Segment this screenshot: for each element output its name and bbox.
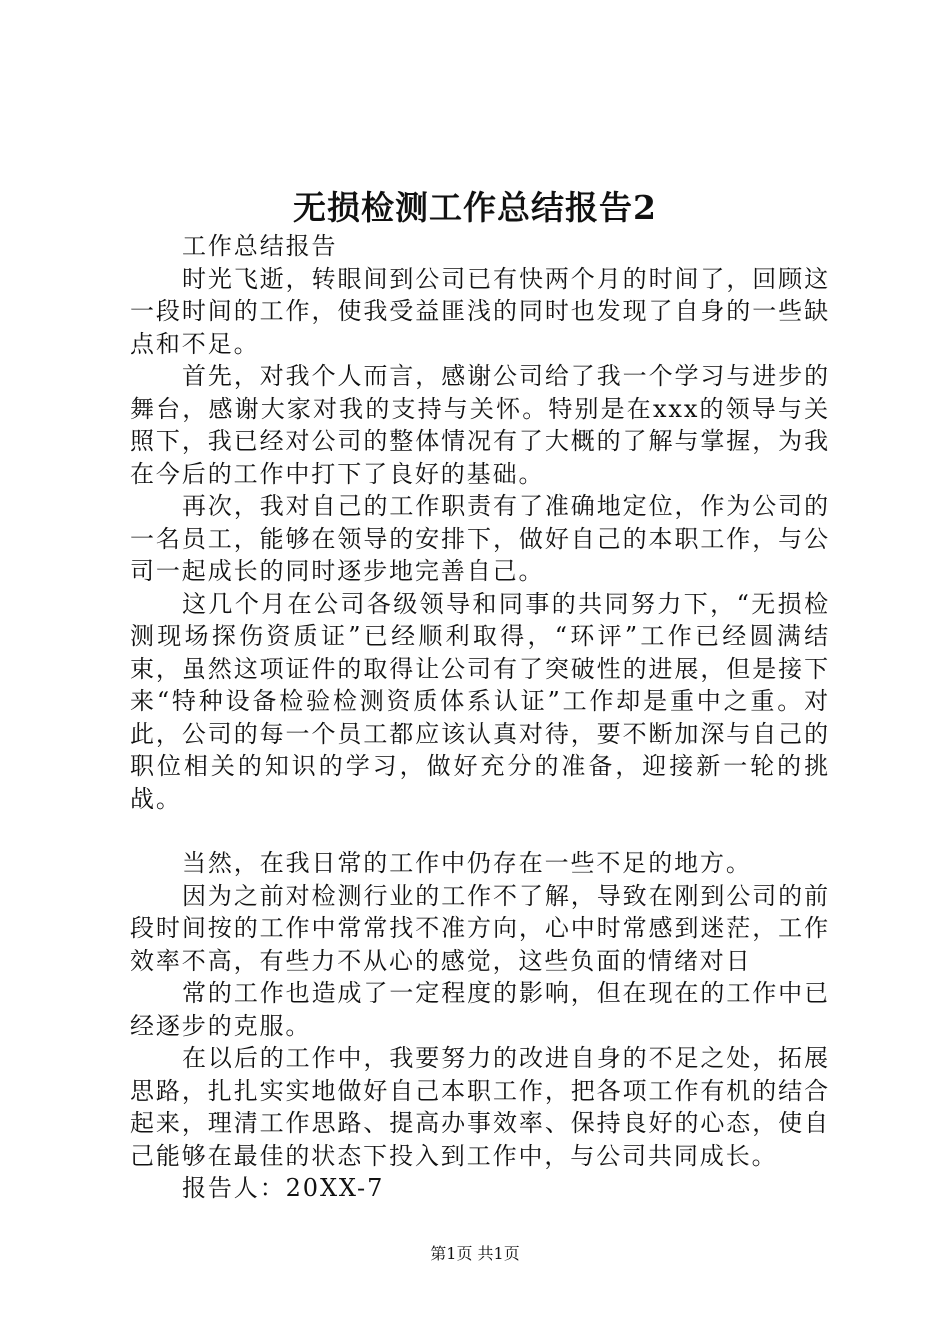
document-body	[130, 230, 830, 1205]
paragraph-signature: 报告人：20XX-7	[182, 1174, 385, 1202]
paragraph-intro: 时光飞逝，转眼间到公司已有快两个月的时间了，回顾这一段时间的工作，使我受益匪浅的同时也发现了自身的一些缺点和不足。	[130, 264, 830, 358]
paragraph-reason-continued: 常的工作也造成了一定程度的影响，但在现在的工作中已经逐步的克服。	[130, 979, 830, 1040]
paragraph-reason: 因为之前对检测行业的工作不了解，导致在刚到公司的前段时间按的工作中常常找不准方向，心中时常感到迷茫，工作效率不高，有些力不从心的感觉，这些负面的情绪对日	[130, 881, 830, 975]
paragraph-heading: 工作总结报告	[182, 232, 338, 260]
paragraph-shortcomings: 当然，在我日常的工作中仍存在一些不足的地方。	[182, 849, 752, 877]
document-title: 无损检测工作总结报告2	[293, 188, 657, 227]
paragraph-first: 首先，对我个人而言，感谢公司给了我一个学习与进步的舞台，感谢大家对我的支持与关怀。特别是在xxx的领导与关照下，我已经对公司的整体情况有了大概的了解与掌握，为我在今后的工作中打下了良好的基础。	[130, 362, 830, 488]
paragraph-progress: 这几个月在公司各级领导和同事的共同努力下，“无损检测现场探伤资质证”已经顺利取得，“环评”工作已经圆满结束，虽然这项证件的取得让公司有了突破性的进展，但是接下来“特种设备检验检测资质体系认证”工作却是重中之重。对此，公司的每一个员工都应该认真对待，要不断加深与自己的职位相关的知识的学习，做好充分的准备，迎接新一轮的挑战。	[130, 589, 830, 813]
paragraph-second: 再次，我对自己的工作职责有了准确地定位，作为公司的一名员工，能够在领导的安排下，做好自己的本职工作，与公司一起成长的同时逐步地完善自己。	[130, 492, 830, 585]
paragraph-plan: 在以后的工作中，我要努力的改进自身的不足之处，拓展思路，扎扎实实地做好自己本职工作，把各项工作有机的结合起来，理清工作思路、提高办事效率、保持良好的心态，使自己能够在最佳的状态下投入到工作中，与公司共同成长。	[130, 1044, 830, 1170]
page-footer: 第1页 共1页	[430, 1244, 520, 1263]
